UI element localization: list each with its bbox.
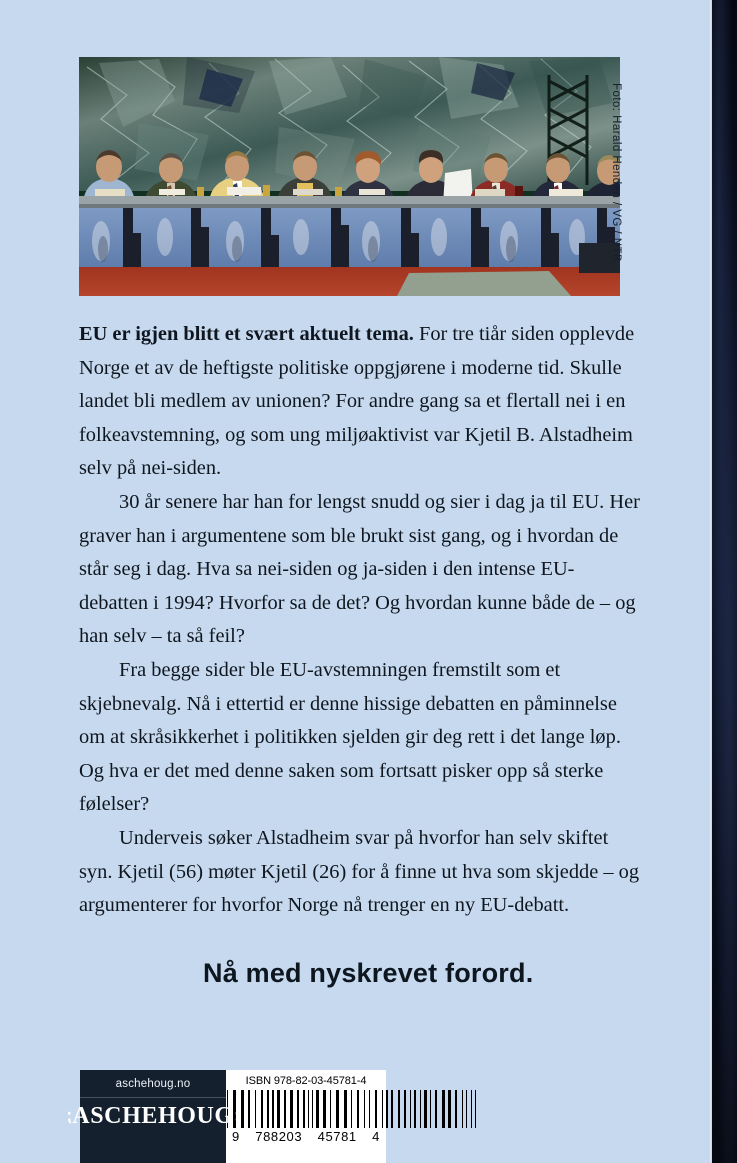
aschehoug-wordmark [66, 1103, 240, 1130]
cover-footer [65, 1070, 386, 1163]
blurb-paragraph-4: Underveis søker Alstadheim svar på hvorfor han selv skiftet syn. Kjetil (56) møter Kjetil (26) for å finne ut hva som skjedde – og argumenterer for hvorfor Norge nå trenger en ny EU-debatt. [79, 826, 640, 917]
barcode-digits [232, 1129, 380, 1144]
publisher-url[interactable]: aschehoug.no [115, 1078, 191, 1090]
logo-divider [80, 1097, 226, 1098]
isbn-label: ISBN 978-82-03-45781-4 [245, 1075, 367, 1087]
photo-credit: Foto: Harald Henden / VG / NTB [610, 83, 622, 263]
book-spine [712, 0, 737, 1163]
barcode-digit-right: 4 [372, 1129, 380, 1144]
tagline: Nå med nyskrevet forord. [203, 958, 534, 988]
photo-illustration [79, 57, 620, 296]
barcode-group-1: 788203 [255, 1129, 303, 1144]
blurb-lead: EU er igjen blitt et svært aktuelt tema. [79, 323, 414, 345]
isbn-barcode-block [226, 1070, 386, 1163]
barcode-digit-left: 9 [232, 1129, 240, 1144]
barcode-group-2: 45781 [317, 1129, 357, 1144]
wordmark-swash-right: ⁏ [233, 1106, 241, 1125]
publisher-logo-block [65, 1070, 241, 1163]
debate-panel-photo [79, 57, 620, 296]
blurb-paragraph-3: Fra begge sider ble EU-avstemningen fremstilt som et skjebnevalg. Nå i ettertid er denne hissige debatten en påminnelse om at skråsikkerhet i politikken sjelden gir deg rett i det lange løp. Og hva er det med denne saken som fortsatt pisker opp så sterke følelser? [79, 658, 621, 816]
blurb-paragraph-1 [79, 318, 642, 486]
blurb-text [79, 318, 642, 923]
blurb-paragraph-1-rest: For tre tiår siden opplevde Norge et av de heftigste politiske oppgjørene i moderne tid. Skulle landet bli medlem av unionen? For andre gang sa et flertall nei i en folkeavstemning, og som ung miljøaktivist var Kjetil B. Alstadheim selv på nei-siden. [79, 323, 635, 480]
blurb-paragraph-2: 30 år senere har han for lengst snudd og sier i dag ja til EU. Her graver han i argumentene som ble brukt sist gang, og i hvordan de står seg i dag. Hva sa nei-siden og ja-siden i den intense EU-debatten i 1994? Hvorfor sa de det? Og hvordan kunne både de – og han selv – ta så feil? [79, 490, 640, 648]
publisher-name: ASCHEHOUG [72, 1103, 234, 1129]
wordmark-swash-left: ⁏ [65, 1106, 73, 1125]
